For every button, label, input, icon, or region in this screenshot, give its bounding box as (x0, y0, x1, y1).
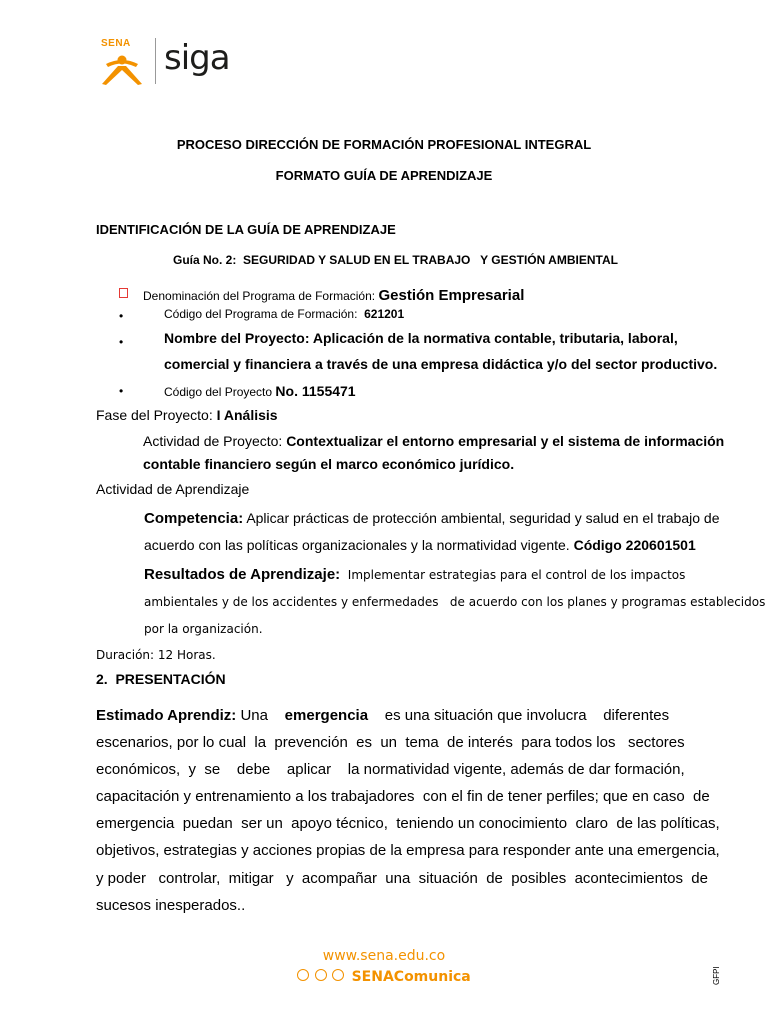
format-title: FORMATO GUÍA DE APRENDIZAJE (275, 168, 493, 183)
presentation-line-1: escenarios, por lo cual la prevención es un tema de interés para todos los sectores (96, 734, 685, 752)
results-label: Resultados de Aprendizaje: (144, 566, 341, 583)
program-code-label: Código del Programa de Formación: (164, 307, 358, 321)
presentation-word1: Una (240, 707, 268, 724)
activity-label: Actividad de Proyecto: (143, 433, 283, 449)
guide-title: SEGURIDAD Y SALUD EN EL TRABAJO Y GESTIÓN AMBIENTAL (243, 253, 618, 267)
process-title: PROCESO DIRECCIÓN DE FORMACIÓN PROFESIONAL INTEGRAL (176, 137, 592, 152)
presentation-line-0 (96, 702, 714, 729)
presentation-title: PRESENTACIÓN (115, 671, 226, 687)
bullet-icon: • (119, 335, 124, 349)
presentation-line-4: emergencia puedan ser un apoyo técnico, teniendo un conocimiento claro de las políticas, (96, 815, 720, 833)
social-handle[interactable]: SENAComunica (351, 969, 471, 986)
activity-value-2: contable financiero según el marco económico jurídico. (143, 456, 515, 472)
sena-logo-text: SENA (101, 38, 131, 49)
footer-website[interactable]: www.sena.edu.co (322, 948, 446, 964)
siga-logo-text: siga (164, 38, 230, 78)
project-name-value-1: Aplicación de la normativa contable, tributaria, laboral, (312, 330, 678, 346)
bullet-icon: • (119, 384, 124, 398)
competence-line1 (144, 510, 719, 527)
program-name-value: Gestión Empresarial (378, 287, 525, 304)
project-code-label: Código del Proyecto (164, 385, 273, 399)
guide-line (173, 253, 618, 267)
results-line1 (144, 561, 714, 589)
program-name-label: Denominación del Programa de Formación: (143, 289, 376, 303)
red-square-bullet-icon (119, 288, 128, 298)
competence-label: Competencia: (144, 510, 244, 527)
presentation-line-6: y poder controlar, mitigar y acompañar una situación de posibles acontecimientos de (96, 869, 708, 887)
results-line3: por la organización. (144, 622, 263, 636)
competence-text-2: acuerdo con las políticas organizacionales y la normatividad vigente. (144, 537, 570, 553)
social-icons (297, 968, 344, 986)
project-name-line1 (164, 330, 678, 346)
duration: Duración: 12 Horas. (96, 648, 216, 662)
competence-code: Código 220601501 (573, 537, 696, 553)
phase-value: I Análisis (216, 407, 278, 423)
identification-heading: IDENTIFICACIÓN DE LA GUÍA DE APRENDIZAJE (96, 222, 396, 237)
competence-line2 (144, 537, 696, 553)
bullet-icon: • (119, 309, 124, 323)
instagram-icon[interactable] (332, 969, 344, 981)
project-name-label: Nombre del Proyecto: (164, 330, 310, 346)
program-name-line (143, 287, 524, 304)
presentation-line-3: capacitación y entrenamiento a los trabajadores con el fin de tener perfiles; que en caso de (96, 788, 710, 806)
project-code-line (164, 383, 356, 399)
program-code-value: 621201 (364, 307, 405, 321)
phase-label: Fase del Proyecto: (96, 407, 213, 423)
presentation-number: 2. (96, 671, 108, 687)
presentation-line-5: objetivos, estrategias y acciones propias de la empresa para responder ante una emergencia, (96, 842, 720, 860)
guide-label: Guía No. 2: (173, 253, 237, 267)
side-code: GFPI (712, 966, 721, 985)
results-line2: ambientales y de los accidentes y enfermedades de acuerdo con los planes y programas establecidos (144, 595, 766, 609)
logo-divider (155, 38, 156, 84)
learning-activity: Actividad de Aprendizaje (96, 481, 250, 497)
facebook-icon[interactable] (297, 969, 309, 981)
presentation-text-after: es una situación que involucra diferentes (384, 707, 670, 724)
sena-logo (96, 36, 148, 86)
greeting: Estimado Aprendiz: (96, 707, 237, 724)
activity-line1 (143, 433, 724, 449)
footer-social (0, 968, 768, 986)
project-code-value: No. 1155471 (275, 383, 356, 399)
competence-text-1: Aplicar prácticas de protección ambiental, seguridad y salud en el trabajo de (246, 510, 720, 526)
project-name-value-2: comercial y financiera a través de una empresa didáctica y/o del sector productivo. (164, 356, 718, 372)
twitter-icon[interactable] (315, 969, 327, 981)
presentation-paragraph (96, 702, 720, 919)
emergency-word: emergencia (284, 707, 369, 724)
results-block (144, 561, 766, 643)
presentation-line-7: sucesos inesperados.. (96, 896, 246, 914)
presentation-heading (96, 671, 226, 687)
phase-line (96, 407, 278, 423)
presentation-line-2: económicos, y se debe aplicar la normatividad vigente, además de dar formación, (96, 761, 685, 779)
activity-value-1: Contextualizar el entorno empresarial y el sistema de información (286, 433, 725, 449)
results-text-1: Implementar estrategias para el control de los impactos (347, 568, 686, 582)
program-code-line (164, 307, 404, 321)
